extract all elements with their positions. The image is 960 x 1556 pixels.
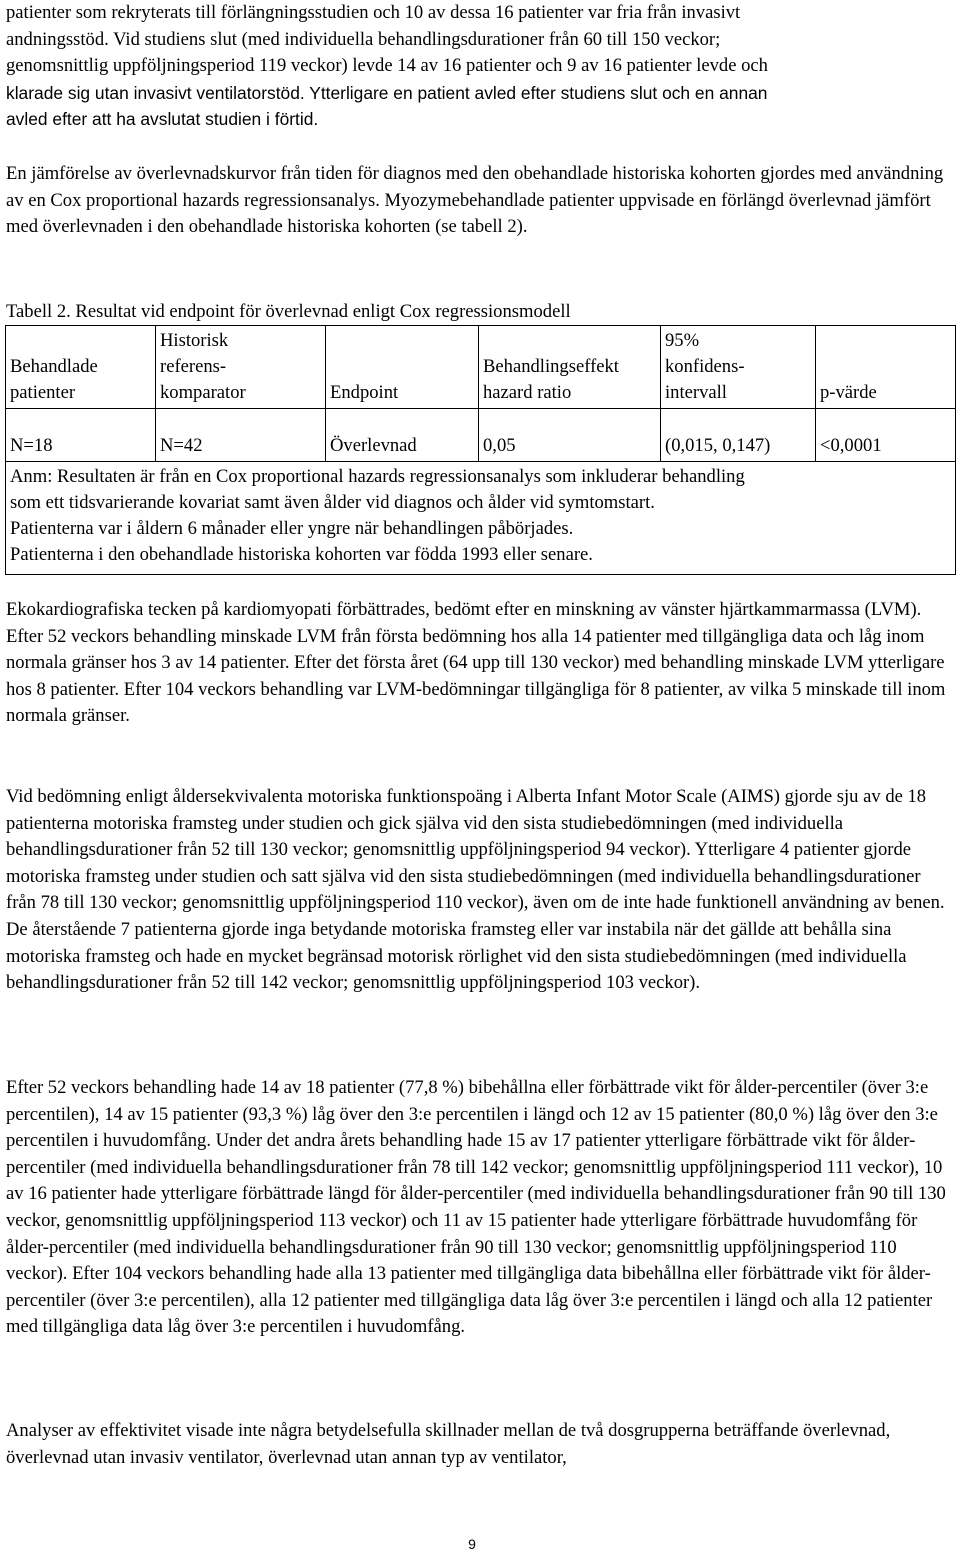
cell-p-value: <0,0001	[816, 409, 956, 462]
table-note-row	[6, 462, 956, 575]
results-table	[5, 325, 956, 575]
paragraph-efficacy-analyses: Analyser av effektivitet visade inte några betydelsefulla skillnader mellan de två dosgrupperna beträffande överlevnad, överlevnad utan invasiv ventilator, överlevnad utan annan typ av ventilator,	[6, 1420, 891, 1468]
paragraph-cardiomyopathy: Ekokardiografiska tecken på kardiomyopati förbättrades, bedömt efter en minskning av vänster hjärtkammarmassa (LVM). Efter 52 veckors behandling minskade LVM från första bedömning hos alla 14 patienter med tillgängliga data och låg inom normala gränser hos 3 av 14 patienter. Efter det första året (64 upp till 130 veckor) med behandling minskade LVM ytterligare hos 8 patienter. Efter 104 veckors behandling var LVM-bedömningar tillgängliga för 8 patienter, av vilka 5 minskade till inom normala gränser.	[6, 599, 946, 727]
paragraph-line: patienter som rekryterats till förlängningsstudien och 10 av dessa 16 patienter var fria från invasivt	[6, 2, 741, 23]
header-historical-reference: Historisk referens- komparator	[156, 326, 326, 409]
cell-reference: N=42	[156, 409, 326, 462]
paragraph-line: andningsstöd. Vid studiens slut (med individuella behandlingsdurationer från 60 till 150 veckor;	[6, 28, 721, 50]
cell-hazard-ratio: 0,05	[479, 409, 661, 462]
paragraph-survival-comparison: En jämförelse av överlevnadskurvor från tiden för diagnos med den obehandlade historiska kohorten gjordes med användning av en Cox proportional hazards regressionsanalys. Myozymebehandlade patienter uppvisade en förlängd överlevnad jämfört med överlevnaden i den obehandlade historiska kohorten (se tabell 2).	[6, 163, 944, 238]
header-endpoint: Endpoint	[326, 326, 479, 409]
header-p-value: p-värde	[816, 326, 956, 409]
paragraph-line: genomsnittlig uppföljningsperiod 119 veckor) levde 14 av 16 patienter och 9 av 16 patienter levde och	[6, 55, 768, 77]
paragraph-motor-function: Vid bedömning enligt åldersekvivalenta motoriska funktionspoäng i Alberta Infant Motor Scale (AIMS) gjorde sju av de 18 patienterna motoriska framsteg under studien och gick själva vid den sista studiebedömningen (med individuella behandlingsdurationer från 52 till 130 veckor; genomsnittlig uppföljningsperiod 94 veckor). Ytterligare 4 patienter gjorde motoriska framsteg under studien och satt själva vid den sista studiebedömningen (med individuella behandlingsdurationer från 78 till 130 veckor; genomsnittlig uppföljningsperiod 110 veckor), även om de inte hade funktionell användning av benen. De återstående 7 patienterna gjorde inga betydande motoriska framsteg eller var instabila när det gällde att behålla sina motoriska framsteg och hade en mycket begränsad motorisk rörlighet vid den sista studiebedömningen (med individuella behandlingsdurationer från 52 till 142 veckor; genomsnittlig uppföljningsperiod 103 veckor).	[6, 786, 945, 994]
note-line: Patienterna i den obehandlade historiska kohorten var födda 1993 eller senare.	[10, 544, 593, 565]
paragraph-growth-percentiles: Efter 52 veckors behandling hade 14 av 18 patienter (77,8 %) bibehållna eller förbättrade vikt för ålder-percentiler (över 3:e percentilen), 14 av 15 patienter (93,3 %) låg över den 3:e percentilen i längd och 12 av 15 patienter (80,0 %) låg över den 3:e percentilen i huvudomfång. Under det andra årets behandling hade 15 av 17 patienter ytterligare förbättrade vikt för ålder-percentiler (med individuella behandlingsdurationer från 78 till 142 veckor; genomsnittlig uppföljningsperiod 111 veckor), 10 av 16 patienter hade ytterligare förbättrade längd för ålder-percentiler (med individuella behandlingsdurationer från 90 till 130 veckor, genomsnittlig uppföljningsperiod 113 veckor) och 11 av 15 patienter hade ytterligare förbättrade huvudomfång för ålder-percentiler (med individuella behandlingsdurationer från 90 till 130 veckor; genomsnittlig uppföljningsperiod 110 veckor). Efter 104 veckors behandling hade alla 13 patienter med tillgängliga data bibehållna eller förbättrade vikt för ålder-percentiler (över 3:e percentilen), alla 12 patienter med tillgängliga data låg över 3:e percentilen i längd och alla 12 patienter med tillgängliga data låg över 3:e percentilen i huvudomfång.	[6, 1077, 946, 1338]
cell-endpoint: Överlevnad	[326, 409, 479, 462]
table-caption: Tabell 2. Resultat vid endpoint för överlevnad enligt Cox regressionsmodell	[6, 301, 571, 322]
header-hazard-ratio: Behandlingseffekt hazard ratio	[479, 326, 661, 409]
table-note	[6, 462, 956, 575]
header-treated-patients: Behandlade patienter	[6, 326, 156, 409]
cell-treated: N=18	[6, 409, 156, 462]
page-number: 9	[468, 1536, 476, 1552]
paragraph-line: avled efter att ha avslutat studien i förtid.	[6, 109, 319, 130]
table-header-row	[6, 326, 956, 409]
paragraph-line: klarade sig utan invasivt ventilatorstöd. Ytterligare en patient avled efter studiens slut och en annan	[6, 82, 768, 103]
cell-confidence-interval: (0,015, 0,147)	[661, 409, 816, 462]
header-confidence-interval: 95% konfidens- intervall	[661, 326, 816, 409]
note-line: som ett tidsvarierande kovariat samt även ålder vid diagnos och ålder vid symtomstart.	[10, 492, 655, 513]
paragraph-survival-results	[6, 0, 950, 133]
note-line: Patienterna var i åldern 6 månader eller yngre när behandlingen påbörjades.	[10, 518, 574, 539]
note-line: Anm: Resultaten är från en Cox proportional hazards regressionsanalys som inkluderar behandling	[10, 466, 745, 487]
table-row	[6, 409, 956, 462]
